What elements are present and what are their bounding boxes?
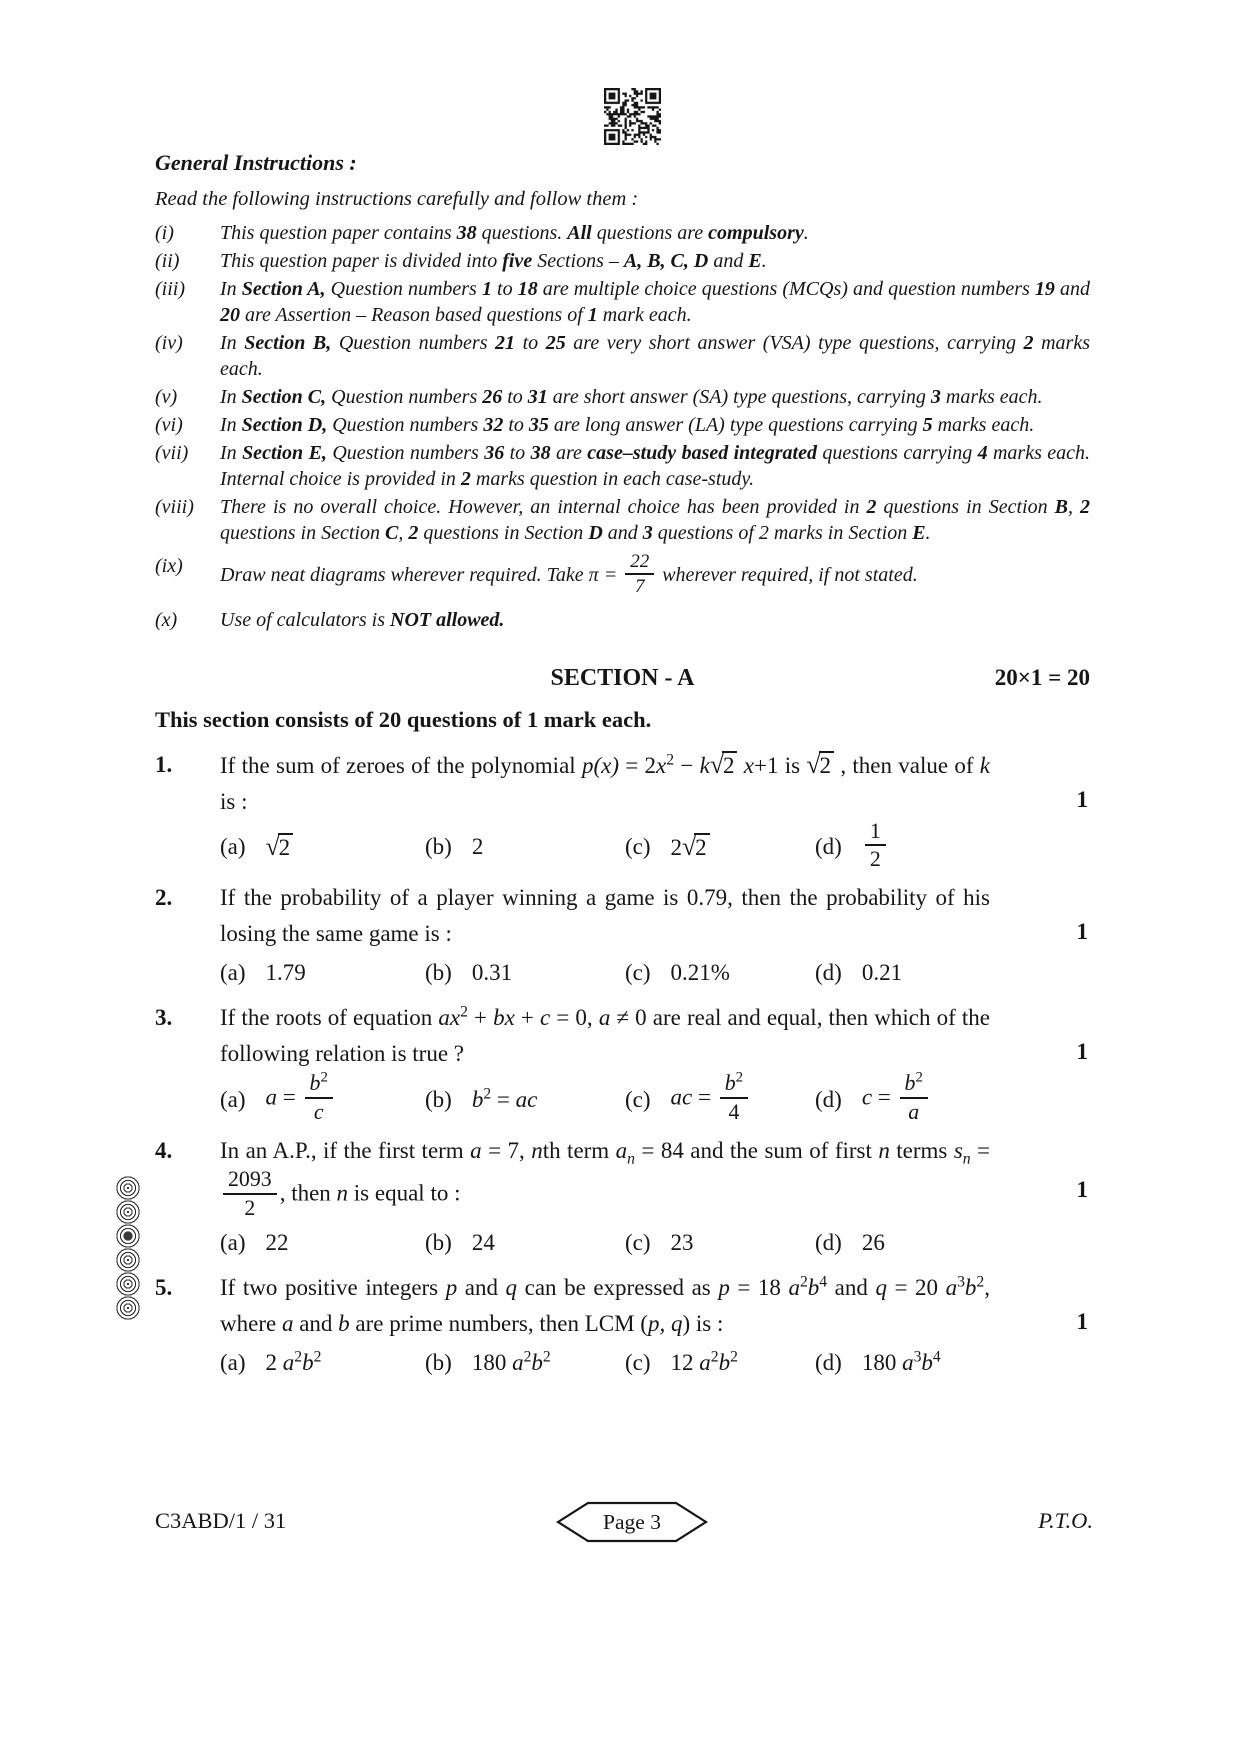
instruction-item-v xyxy=(155,384,1090,410)
option-label: (c) xyxy=(625,1230,651,1256)
section-marks-scheme: 20×1 = 20 xyxy=(994,664,1090,690)
option-c xyxy=(625,832,815,862)
general-instructions-title: General Instructions : xyxy=(155,150,357,175)
instruction-label: (viii) xyxy=(155,496,194,518)
page-number-label: Page 3 xyxy=(603,1510,661,1534)
instruction-label: (ii) xyxy=(155,250,180,272)
options-row xyxy=(220,818,1090,874)
option-label: (b) xyxy=(425,1230,452,1256)
fraction: $\frac{b^2}{4}$ xyxy=(720,1071,748,1124)
options-row xyxy=(220,953,1090,993)
question-number: 3. xyxy=(155,1005,173,1031)
option-c xyxy=(625,1350,815,1376)
radical: √2 xyxy=(682,832,710,862)
page-content xyxy=(155,150,1090,1390)
option-d xyxy=(815,1230,1090,1256)
instructions-list xyxy=(155,220,1090,633)
question-number: 5. xyxy=(155,1275,173,1301)
question-4 xyxy=(155,1133,1090,1263)
instruction-item-viii xyxy=(155,494,1090,546)
page-footer xyxy=(155,1500,1093,1546)
fraction: $\frac{22}{7}$ xyxy=(625,551,654,598)
question-text: If two positive integers p and q can be expressed as p = 18 $a^2b^4$ and q = 20 $a^3b^2$, where a and b are prime numbers, then LCM (p, q) is : xyxy=(220,1273,990,1337)
instruction-item-vi xyxy=(155,412,1090,438)
option-label: (c) xyxy=(625,960,651,986)
options-row xyxy=(220,1223,1090,1263)
question-text: If the sum of zeroes of the polynomial $p(x) = 2x^2 - k√2$ x+1 is √2 , then value of k is : xyxy=(220,747,990,820)
instruction-label: (ix) xyxy=(155,555,183,577)
option-label: (d) xyxy=(815,833,842,859)
option-value: 0.31 xyxy=(471,960,513,986)
section-a-header xyxy=(155,665,1090,692)
option-label: (a) xyxy=(220,1086,246,1112)
option-value: 180 $a^2b^2$ xyxy=(471,1348,551,1376)
option-label: (d) xyxy=(815,1350,842,1376)
option-b xyxy=(425,834,625,860)
instruction-text: This question paper contains 38 questions. All questions are compulsory. xyxy=(220,222,809,244)
option-a xyxy=(220,1350,425,1376)
option-value: 23 xyxy=(670,1230,694,1256)
option-value: 12 $a^2b^2$ xyxy=(670,1348,738,1376)
option-value: a = $\frac{b^2}{c}$ xyxy=(266,1073,336,1126)
question-5 xyxy=(155,1270,1090,1383)
instruction-label: (vii) xyxy=(155,442,189,464)
paper-code: C3ABD/1 / 31 xyxy=(155,1508,287,1533)
radical: √2 xyxy=(710,747,738,784)
question-3 xyxy=(155,1000,1090,1126)
option-label: (a) xyxy=(220,1230,246,1256)
fraction: $\frac{2093}{2}$ xyxy=(223,1167,277,1220)
instruction-item-ix xyxy=(155,553,1090,600)
instruction-text: There is no overall choice. However, an internal choice has been provided in 2 questions in Section B, 2 questions in Section C, 2 questions in Section D and 3 questions of 2 marks in Section E. xyxy=(220,496,1091,544)
option-d xyxy=(815,1350,1090,1376)
spiral-marks xyxy=(116,1176,142,1320)
options-row xyxy=(220,1070,1090,1126)
question-2 xyxy=(155,880,1090,993)
spiral-icon xyxy=(116,1296,140,1320)
option-label: (c) xyxy=(625,1350,651,1376)
option-value: 2 $a^2b^2$ xyxy=(265,1348,322,1376)
section-title: SECTION - A xyxy=(550,664,695,691)
option-a xyxy=(220,1070,425,1126)
spiral-icon xyxy=(116,1224,140,1248)
question-text: If the probability of a player winning a game is 0.79, then the probability of his losing the same game is : xyxy=(220,885,990,947)
spiral-icon xyxy=(116,1272,140,1296)
question-text: In an A.P., if the first term a = 7, nth term $a_n = 84$ and the sum of first n terms $s_n$ = $\frac{2093}{2}$ , then n is equal to : xyxy=(220,1138,991,1220)
instruction-label: (x) xyxy=(155,608,178,631)
instruction-item-iii xyxy=(155,276,1090,328)
instruction-label: (iv) xyxy=(155,332,183,354)
option-value: 22 xyxy=(265,1230,289,1256)
option-b xyxy=(425,1230,625,1256)
question-marks: 1 xyxy=(1076,919,1088,945)
instruction-text: In Section C, Question numbers 26 to 31 are short answer (SA) type questions, carrying 3 marks each. xyxy=(220,386,1043,408)
instructions-intro: Read the following instructions carefully and follow them : xyxy=(155,188,639,210)
instruction-label: (i) xyxy=(155,222,174,244)
question-number: 1. xyxy=(155,751,173,777)
option-value: 24 xyxy=(471,1230,495,1256)
instruction-label: (iii) xyxy=(155,278,185,300)
option-c xyxy=(625,1230,815,1256)
question-marks: 1 xyxy=(1076,1309,1088,1335)
instruction-label: (v) xyxy=(155,386,178,408)
option-value: 180 $a^3b^4$ xyxy=(861,1348,941,1376)
option-label: (b) xyxy=(425,1086,452,1112)
spiral-icon xyxy=(116,1176,140,1200)
option-value: 2 xyxy=(471,833,484,859)
instruction-item-x xyxy=(155,607,1090,633)
instruction-item-ii xyxy=(155,248,1090,274)
option-value: 0.21 xyxy=(861,960,903,986)
option-value: c = $\frac{b^2}{a}$ xyxy=(862,1073,931,1126)
question-number: 4. xyxy=(155,1138,173,1164)
option-value xyxy=(266,832,294,862)
option-b xyxy=(425,1350,625,1376)
option-label: (b) xyxy=(425,1350,452,1376)
options-row xyxy=(220,1343,1090,1383)
option-b xyxy=(425,1087,625,1113)
instruction-text: In Section B, Question numbers 21 to 25 are very short answer (VSA) type questions, carrying 2 marks each. xyxy=(220,332,1090,380)
option-value: 2√2 xyxy=(671,832,710,862)
radical: √2 xyxy=(806,747,834,784)
option-value: 26 xyxy=(861,1230,885,1256)
option-label: (c) xyxy=(625,833,651,859)
option-d xyxy=(815,1070,1090,1126)
section-subtitle: This section consists of 20 questions of 1 mark each. xyxy=(155,706,652,732)
question-marks: 1 xyxy=(1076,1039,1088,1065)
option-label: (d) xyxy=(815,1230,842,1256)
question-marks: 1 xyxy=(1076,1177,1088,1203)
instruction-text: Use of calculators is NOT allowed. xyxy=(220,608,505,631)
instruction-text: In Section D, Question numbers 32 to 35 are long answer (LA) type questions carrying 5 marks each. xyxy=(220,414,1035,436)
option-c xyxy=(625,1070,815,1126)
spiral-icon xyxy=(116,1200,140,1224)
fraction: $\frac{1}{2}$ xyxy=(865,819,886,872)
option-label: (b) xyxy=(425,960,452,986)
instruction-label: (vi) xyxy=(155,414,183,436)
option-d xyxy=(815,960,1090,986)
option-a xyxy=(220,832,425,862)
page-number-badge xyxy=(556,1500,708,1544)
option-label: (b) xyxy=(425,833,452,859)
questions-list xyxy=(155,747,1090,1384)
instruction-item-iv xyxy=(155,330,1090,382)
option-d xyxy=(815,818,1090,874)
fraction: $\frac{b^2}{c}$ xyxy=(305,1071,333,1124)
option-label: (d) xyxy=(815,1086,842,1112)
question-number: 2. xyxy=(155,885,173,911)
option-label: (d) xyxy=(815,960,842,986)
instruction-text: In Section A, Question numbers 1 to 18 are multiple choice questions (MCQs) and question numbers 19 and 20 are Assertion – Reason based questions of 1 mark each. xyxy=(220,278,1090,326)
qr-code xyxy=(604,88,661,145)
option-label: (a) xyxy=(220,833,246,859)
pto-label: P.T.O. xyxy=(1038,1508,1093,1533)
option-label: (a) xyxy=(220,960,246,986)
instruction-text: Draw neat diagrams wherever required. Take π = $\frac{22}{7}$ wherever required, if not stated. xyxy=(220,551,918,598)
instruction-item-i xyxy=(155,220,1090,246)
option-label: (c) xyxy=(625,1086,651,1112)
option-value: ac = $\frac{b^2}{4}$ xyxy=(671,1073,752,1126)
option-value: $b^2$ = ac xyxy=(471,1085,538,1112)
instruction-item-vii xyxy=(155,440,1090,492)
spiral-icon xyxy=(116,1248,140,1272)
instruction-text: In Section E, Question numbers 36 to 38 are case–study based integrated questions carrying 4 marks each. Internal choice is provided in 2 marks question in each case-study. xyxy=(220,442,1091,490)
fraction: $\frac{b^2}{a}$ xyxy=(900,1071,928,1124)
radical: √2 xyxy=(266,832,294,862)
option-a xyxy=(220,1230,425,1256)
instruction-text: This question paper is divided into five Sections – A, B, C, D and E. xyxy=(220,250,767,272)
option-value: 1.79 xyxy=(265,960,306,986)
option-label: (a) xyxy=(220,1350,246,1376)
question-marks: 1 xyxy=(1076,786,1088,812)
option-a xyxy=(220,960,425,986)
option-value xyxy=(862,818,889,874)
question-text: If the roots of equation $ax^2$ + bx + c = 0, a ≠ 0 are real and equal, then which of the following relation is true ? xyxy=(220,1003,990,1067)
option-b xyxy=(425,960,625,986)
question-1 xyxy=(155,747,1090,874)
option-c xyxy=(625,960,815,986)
option-value: 0.21% xyxy=(670,960,730,986)
